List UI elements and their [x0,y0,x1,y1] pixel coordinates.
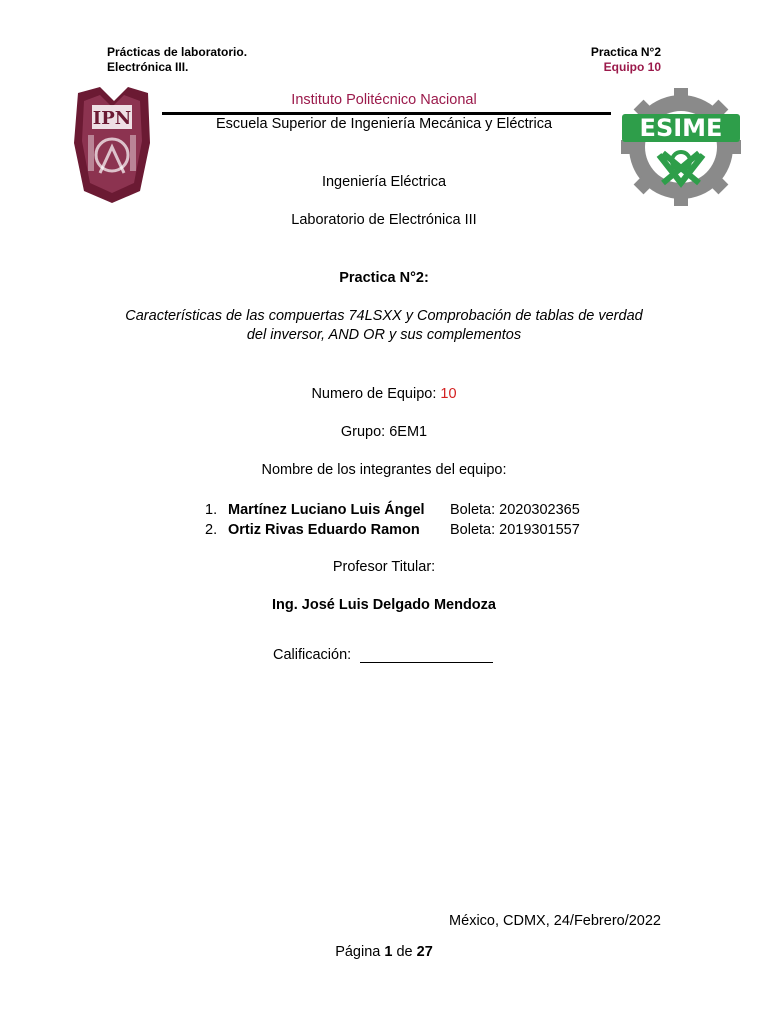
members-list [205,500,580,540]
svg-text:IPN: IPN [92,108,132,129]
page-word: Página [335,944,381,960]
member-boleta: Boleta: 2020302365 [450,502,580,518]
header-practice-number: Practica N°2 [590,45,661,59]
place-date: México, CDMX, 24/Febrero/2022 [449,913,661,929]
title-rule [162,112,611,115]
member-index: 2. [205,522,218,538]
grade-label: Calificación: [273,647,352,663]
practice-title: Practica N°2: [339,270,429,286]
member-name: Ortiz Rivas Eduardo Ramon [228,522,420,538]
group: Grupo: 6EM1 [340,424,428,440]
member-boleta: Boleta: 2019301557 [450,522,580,538]
team-value: 10 [440,386,457,402]
grade-blank-line [360,647,493,663]
header-subject: Electrónica III. [107,60,189,74]
school-name: Escuela Superior de Ingeniería Mecánica y Eléctrica [215,116,553,132]
description-line-2: del inversor, AND OR y sus complementos [246,327,522,343]
member-name: Martínez Luciano Luis Ángel [228,502,425,518]
header-right [591,45,661,75]
page-number: 1 [384,944,393,960]
professor-label: Profesor Titular: [332,559,436,575]
practice-description [0,308,768,343]
team-label: Numero de Equipo: [311,386,441,402]
lab-name: Laboratorio de Electrónica III [291,212,477,228]
page-footer [0,944,768,960]
list-item [205,520,580,540]
career-name: Ingeniería Eléctrica [321,174,447,190]
of-word: de [396,944,413,960]
header-left [107,45,247,75]
list-item [205,500,580,520]
description-line-1: Características de las compuertas 74LSXX y Comprobación de tablas de verdad [125,308,643,324]
grade-field [273,647,493,663]
team-number [0,386,768,402]
header-team: Equipo 10 [603,60,661,74]
professor-name: Ing. José Luis Delgado Mendoza [272,597,496,613]
page-total: 27 [416,944,433,960]
header-course: Prácticas de laboratorio. [107,45,248,59]
member-index: 1. [205,502,218,518]
svg-text:ESIME: ESIME [639,114,723,142]
members-heading: Nombre de los integrantes del equipo: [261,462,507,478]
institution-name: Instituto Politécnico Nacional [291,92,477,108]
